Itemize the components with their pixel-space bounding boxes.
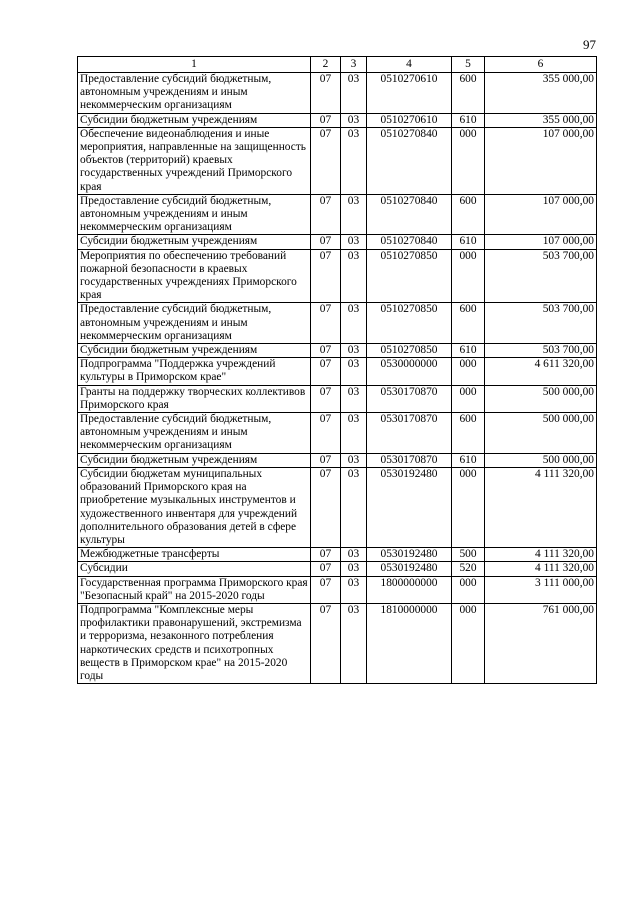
header-cell: 1 bbox=[78, 57, 311, 73]
amount-cell: 4 111 320,00 bbox=[485, 548, 597, 562]
target-article-cell: 0510270610 bbox=[367, 73, 452, 114]
section-code-cell: 07 bbox=[311, 194, 341, 235]
page-number: 97 bbox=[583, 37, 596, 52]
row-name-cell: Субсидии бюджетным учреждениям bbox=[78, 235, 311, 249]
amount-cell: 500 000,00 bbox=[485, 413, 597, 454]
row-name-cell: Мероприятия по обеспечению требований пожарной безопасности в краевых государственных учреждениях Приморского края bbox=[78, 249, 311, 303]
table-row bbox=[78, 249, 597, 303]
target-article-cell: 0530192480 bbox=[367, 548, 452, 562]
subsection-code-cell: 03 bbox=[341, 453, 367, 467]
expense-type-cell: 000 bbox=[452, 603, 485, 683]
amount-cell: 107 000,00 bbox=[485, 235, 597, 249]
section-code-cell: 07 bbox=[311, 576, 341, 603]
subsection-code-cell: 03 bbox=[341, 344, 367, 358]
subsection-code-cell: 03 bbox=[341, 413, 367, 454]
subsection-code-cell: 03 bbox=[341, 194, 367, 235]
row-name-cell: Государственная программа Приморского края "Безопасный край" на 2015-2020 годы bbox=[78, 576, 311, 603]
header-cell: 2 bbox=[311, 57, 341, 73]
section-code-cell: 07 bbox=[311, 385, 341, 412]
target-article-cell: 0530192480 bbox=[367, 562, 452, 576]
row-name-cell: Субсидии бюджетным учреждениям bbox=[78, 344, 311, 358]
amount-cell: 4 111 320,00 bbox=[485, 467, 597, 547]
expense-type-cell: 600 bbox=[452, 73, 485, 114]
row-name-cell: Межбюджетные трансферты bbox=[78, 548, 311, 562]
amount-cell: 107 000,00 bbox=[485, 127, 597, 194]
amount-cell: 4 611 320,00 bbox=[485, 358, 597, 385]
subsection-code-cell: 03 bbox=[341, 127, 367, 194]
table-body bbox=[78, 73, 597, 684]
target-article-cell: 0530170870 bbox=[367, 413, 452, 454]
row-name-cell: Гранты на поддержку творческих коллективов Приморского края bbox=[78, 385, 311, 412]
section-code-cell: 07 bbox=[311, 344, 341, 358]
table-row bbox=[78, 194, 597, 235]
expense-type-cell: 520 bbox=[452, 562, 485, 576]
section-code-cell: 07 bbox=[311, 235, 341, 249]
subsection-code-cell: 03 bbox=[341, 113, 367, 127]
amount-cell: 503 700,00 bbox=[485, 303, 597, 344]
row-name-cell: Субсидии бюджетным учреждениям bbox=[78, 453, 311, 467]
subsection-code-cell: 03 bbox=[341, 358, 367, 385]
section-code-cell: 07 bbox=[311, 303, 341, 344]
table-row bbox=[78, 413, 597, 454]
row-name-cell: Субсидии bbox=[78, 562, 311, 576]
subsection-code-cell: 03 bbox=[341, 603, 367, 683]
table-row bbox=[78, 303, 597, 344]
section-code-cell: 07 bbox=[311, 453, 341, 467]
row-name-cell: Предоставление субсидий бюджетным, автономным учреждениям и иным некоммерческим организациям bbox=[78, 413, 311, 454]
target-article-cell: 0510270850 bbox=[367, 249, 452, 303]
table-row bbox=[78, 467, 597, 547]
budget-table bbox=[77, 56, 597, 684]
expense-type-cell: 000 bbox=[452, 249, 485, 303]
subsection-code-cell: 03 bbox=[341, 467, 367, 547]
amount-cell: 503 700,00 bbox=[485, 249, 597, 303]
section-code-cell: 07 bbox=[311, 113, 341, 127]
expense-type-cell: 610 bbox=[452, 453, 485, 467]
amount-cell: 500 000,00 bbox=[485, 385, 597, 412]
table-row bbox=[78, 127, 597, 194]
amount-cell: 761 000,00 bbox=[485, 603, 597, 683]
subsection-code-cell: 03 bbox=[341, 548, 367, 562]
expense-type-cell: 000 bbox=[452, 385, 485, 412]
header-cell: 4 bbox=[367, 57, 452, 73]
section-code-cell: 07 bbox=[311, 249, 341, 303]
amount-cell: 3 111 000,00 bbox=[485, 576, 597, 603]
section-code-cell: 07 bbox=[311, 358, 341, 385]
amount-cell: 355 000,00 bbox=[485, 73, 597, 114]
amount-cell: 355 000,00 bbox=[485, 113, 597, 127]
table-row bbox=[78, 453, 597, 467]
row-name-cell: Предоставление субсидий бюджетным, автономным учреждениям и иным некоммерческим организациям bbox=[78, 73, 311, 114]
section-code-cell: 07 bbox=[311, 127, 341, 194]
header-cell: 3 bbox=[341, 57, 367, 73]
table-row bbox=[78, 344, 597, 358]
section-code-cell: 07 bbox=[311, 413, 341, 454]
subsection-code-cell: 03 bbox=[341, 235, 367, 249]
expense-type-cell: 500 bbox=[452, 548, 485, 562]
expense-type-cell: 600 bbox=[452, 194, 485, 235]
target-article-cell: 0530192480 bbox=[367, 467, 452, 547]
section-code-cell: 07 bbox=[311, 73, 341, 114]
amount-cell: 503 700,00 bbox=[485, 344, 597, 358]
amount-cell: 107 000,00 bbox=[485, 194, 597, 235]
table-row bbox=[78, 113, 597, 127]
target-article-cell: 0530000000 bbox=[367, 358, 452, 385]
section-code-cell: 07 bbox=[311, 548, 341, 562]
row-name-cell: Подпрограмма "Комплексные меры профилактики правонарушений, экстремизма и терроризма, незаконного потребления наркотических средств и психотропных веществ в Приморском крае" на 2015-2020 годы bbox=[78, 603, 311, 683]
section-code-cell: 07 bbox=[311, 603, 341, 683]
table-row bbox=[78, 562, 597, 576]
table-header-row bbox=[78, 57, 597, 73]
expense-type-cell: 610 bbox=[452, 113, 485, 127]
expense-type-cell: 000 bbox=[452, 576, 485, 603]
subsection-code-cell: 03 bbox=[341, 73, 367, 114]
row-name-cell: Субсидии бюджетам муниципальных образований Приморского края на приобретение музыкальных инструментов и художественного инвентаря для учреждений дополнительного образования детей в сфере культуры bbox=[78, 467, 311, 547]
amount-cell: 4 111 320,00 bbox=[485, 562, 597, 576]
row-name-cell: Предоставление субсидий бюджетным, автономным учреждениям и иным некоммерческим организациям bbox=[78, 303, 311, 344]
table-row bbox=[78, 385, 597, 412]
table-row bbox=[78, 603, 597, 683]
target-article-cell: 0530170870 bbox=[367, 385, 452, 412]
target-article-cell: 0510270850 bbox=[367, 344, 452, 358]
header-cell: 6 bbox=[485, 57, 597, 73]
table-row bbox=[78, 73, 597, 114]
target-article-cell: 0510270840 bbox=[367, 127, 452, 194]
table-row bbox=[78, 576, 597, 603]
row-name-cell: Подпрограмма "Поддержка учреждений культуры в Приморском крае" bbox=[78, 358, 311, 385]
target-article-cell: 0510270840 bbox=[367, 194, 452, 235]
row-name-cell: Предоставление субсидий бюджетным, автономным учреждениям и иным некоммерческим организациям bbox=[78, 194, 311, 235]
expense-type-cell: 000 bbox=[452, 467, 485, 547]
table-row bbox=[78, 358, 597, 385]
row-name-cell: Обеспечение видеонаблюдения и иные мероприятия, направленные на защищенность объектов (территорий) краевых государственных учреждений Приморского края bbox=[78, 127, 311, 194]
table-row bbox=[78, 548, 597, 562]
target-article-cell: 0530170870 bbox=[367, 453, 452, 467]
target-article-cell: 1810000000 bbox=[367, 603, 452, 683]
expense-type-cell: 000 bbox=[452, 127, 485, 194]
target-article-cell: 0510270610 bbox=[367, 113, 452, 127]
subsection-code-cell: 03 bbox=[341, 249, 367, 303]
expense-type-cell: 610 bbox=[452, 235, 485, 249]
subsection-code-cell: 03 bbox=[341, 385, 367, 412]
subsection-code-cell: 03 bbox=[341, 576, 367, 603]
subsection-code-cell: 03 bbox=[341, 303, 367, 344]
table-row bbox=[78, 235, 597, 249]
expense-type-cell: 000 bbox=[452, 358, 485, 385]
target-article-cell: 0510270850 bbox=[367, 303, 452, 344]
section-code-cell: 07 bbox=[311, 562, 341, 576]
target-article-cell: 1800000000 bbox=[367, 576, 452, 603]
section-code-cell: 07 bbox=[311, 467, 341, 547]
row-name-cell: Субсидии бюджетным учреждениям bbox=[78, 113, 311, 127]
expense-type-cell: 600 bbox=[452, 303, 485, 344]
expense-type-cell: 600 bbox=[452, 413, 485, 454]
target-article-cell: 0510270840 bbox=[367, 235, 452, 249]
subsection-code-cell: 03 bbox=[341, 562, 367, 576]
expense-type-cell: 610 bbox=[452, 344, 485, 358]
amount-cell: 500 000,00 bbox=[485, 453, 597, 467]
header-cell: 5 bbox=[452, 57, 485, 73]
